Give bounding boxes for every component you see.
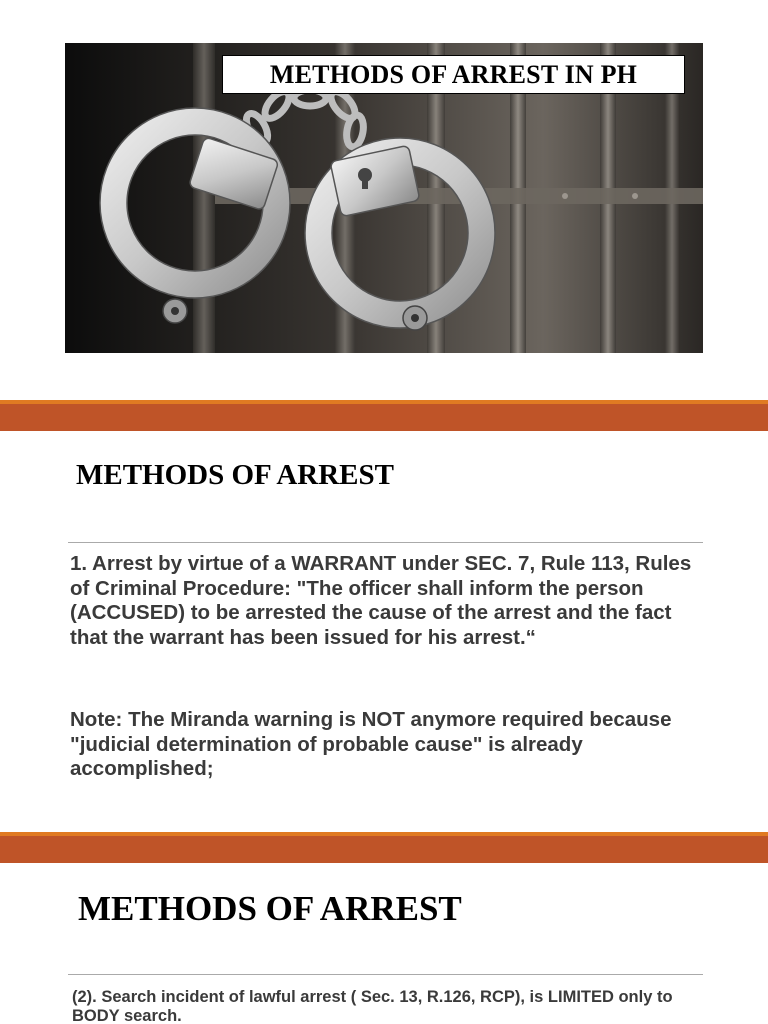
slide-1 [0, 0, 768, 400]
slide-divider-1 [0, 400, 768, 431]
slide-title: METHODS OF ARREST IN PH [222, 55, 685, 94]
heading-rule [68, 974, 703, 975]
slide-heading: METHODS OF ARREST [76, 459, 394, 491]
slide-divider-2 [0, 832, 768, 863]
slide-2 [0, 431, 768, 832]
divider-thick-stripe [0, 836, 768, 863]
heading-rule [68, 542, 703, 543]
miranda-note-paragraph: Note: The Miranda warning is NOT anymore required because "judicial determination of probable cause" is already accomplished; [70, 708, 672, 780]
search-incident-paragraph: (2). Search incident of lawful arrest ( Sec. 13, R.126, RCP), is LIMITED only to BODY search. [72, 988, 673, 1024]
slide-3 [0, 863, 768, 1024]
divider-thick-stripe [0, 404, 768, 431]
warrant-paragraph: 1. Arrest by virtue of a WARRANT under SEC. 7, Rule 113, Rules of Criminal Procedure: "The officer shall inform the person (ACCUSED) to be arrested the cause of the arrest and the fact that the warrant has been issued for his arrest.“ [70, 552, 692, 649]
slide-heading: METHODS OF ARREST [78, 889, 462, 928]
